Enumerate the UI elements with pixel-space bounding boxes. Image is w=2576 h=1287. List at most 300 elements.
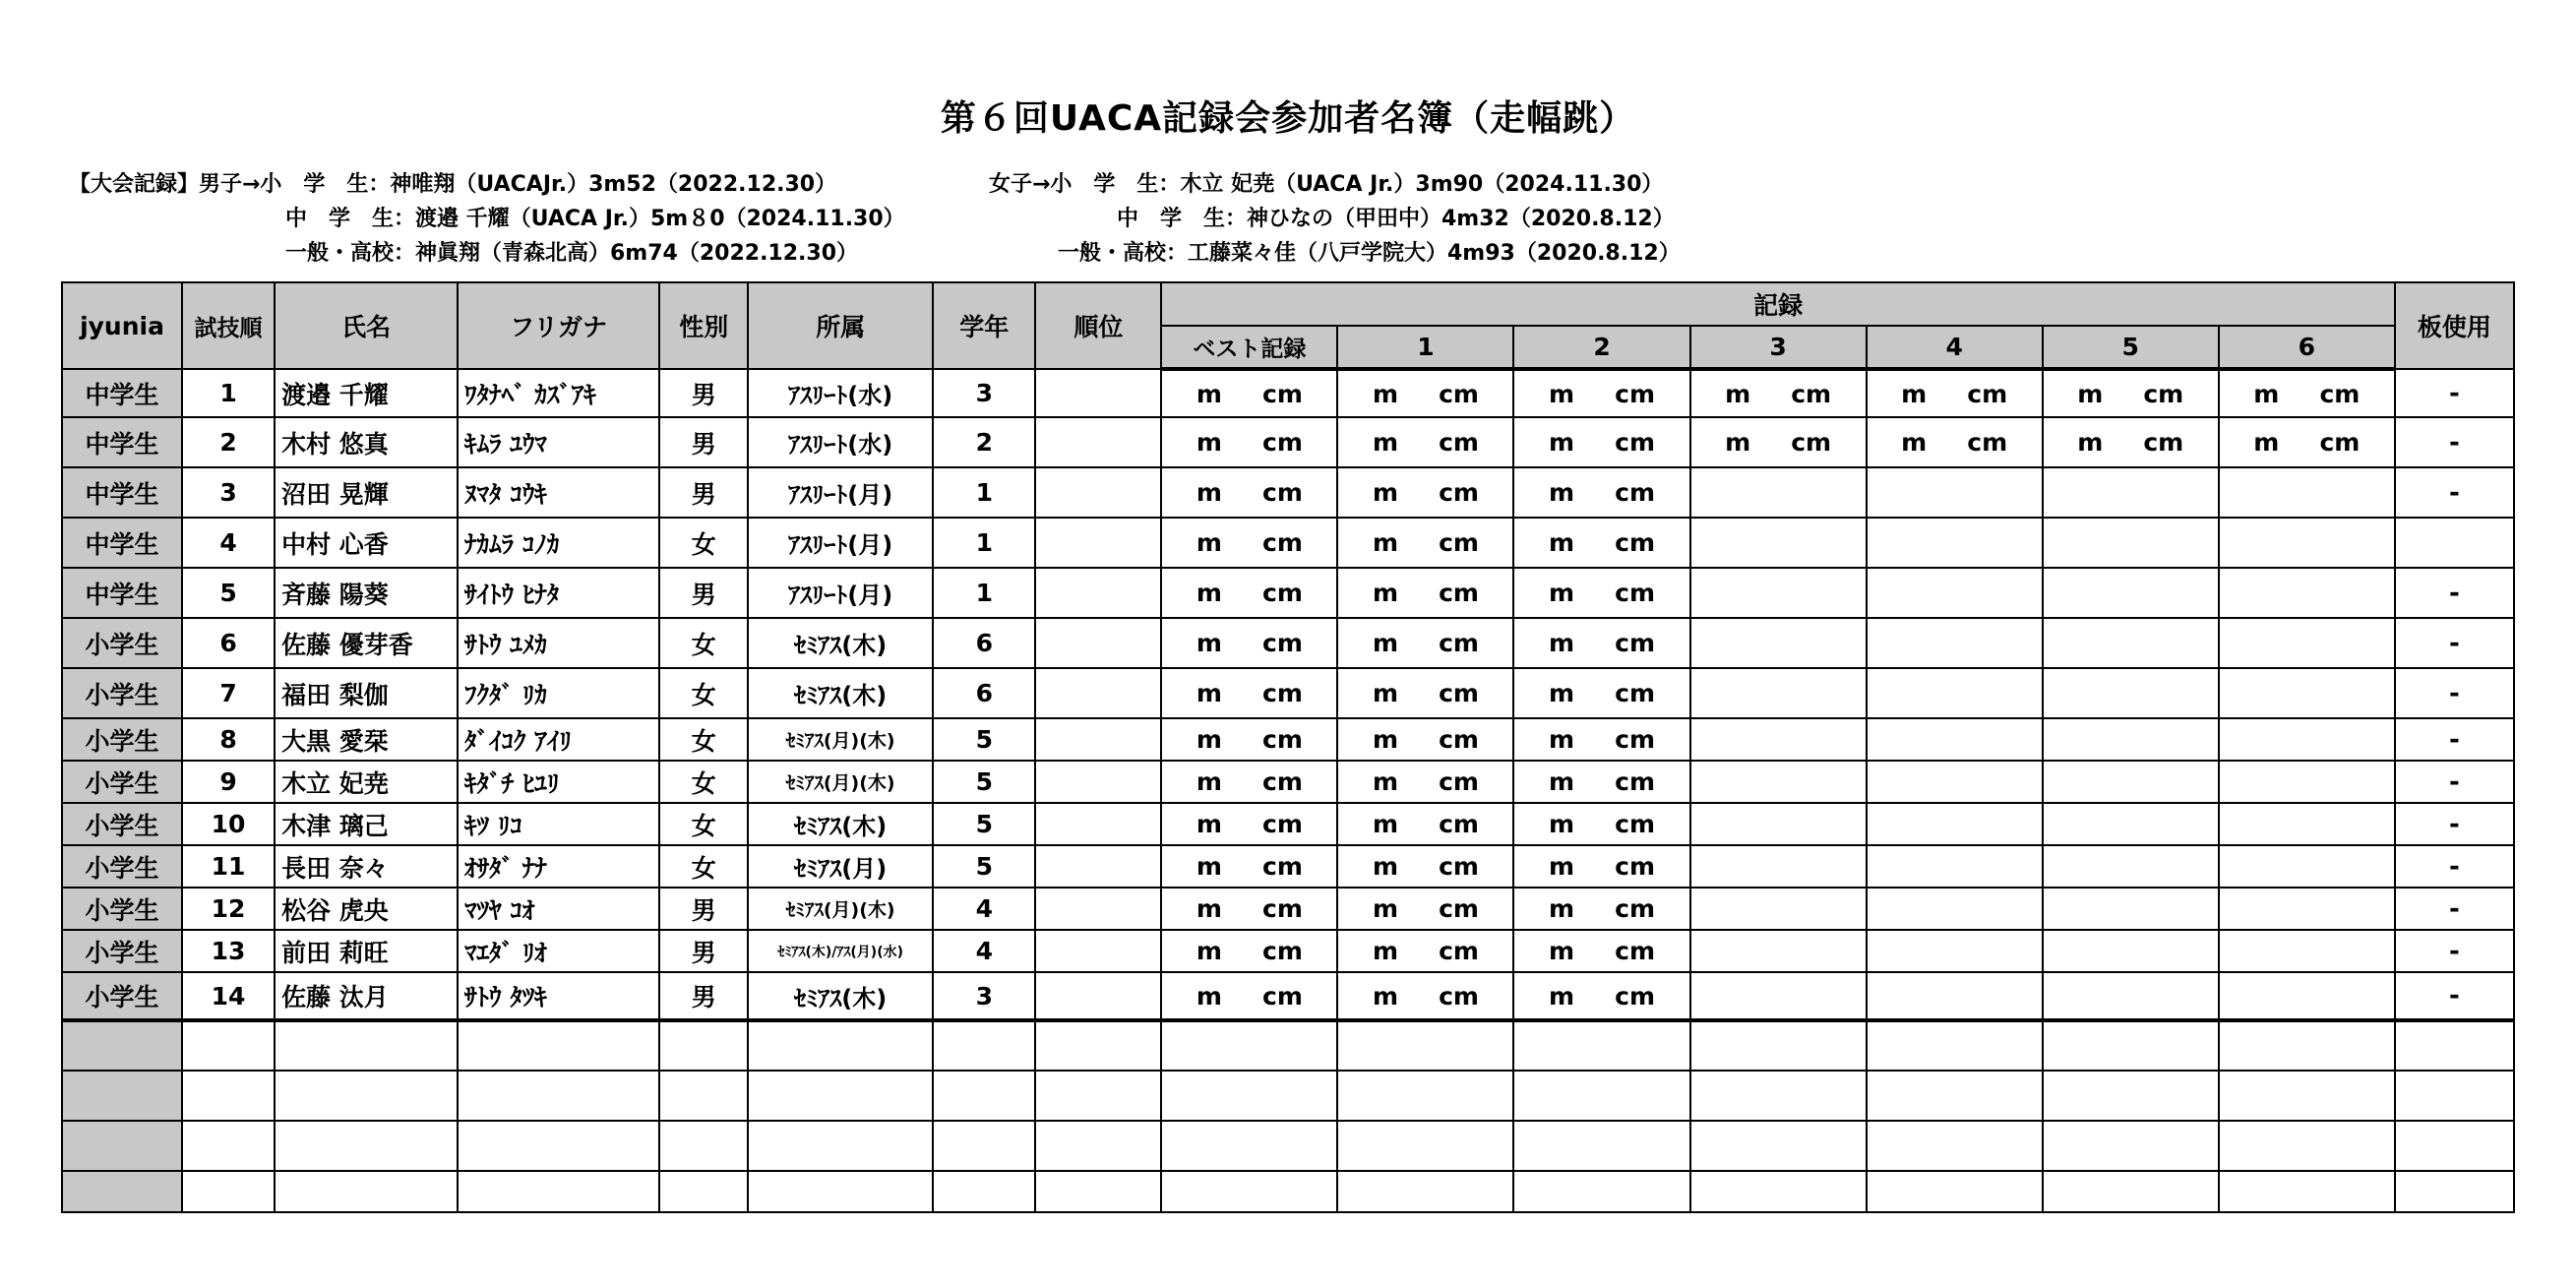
empty-cell (748, 1020, 933, 1071)
distance-units (1514, 767, 1688, 796)
trial-cell (1690, 518, 1867, 568)
empty-cell (1513, 1171, 1689, 1212)
board-cell (2395, 518, 2514, 568)
order-cell: 2 (182, 417, 275, 467)
distance-units (1338, 629, 1512, 657)
unit-cm: cm (1262, 478, 1303, 507)
unit-cm: cm (1262, 428, 1303, 457)
trial-cell (2219, 467, 2395, 518)
unit-cm: cm (1615, 528, 1656, 557)
grade-cell: 5 (933, 718, 1035, 761)
unit-m: m (1372, 725, 1399, 754)
trial-cell (1690, 668, 1867, 718)
trial-cell (1690, 761, 1867, 803)
best-record-cell (1161, 618, 1337, 668)
unit-m: m (1372, 679, 1399, 707)
empty-row (62, 1071, 2514, 1121)
rank-cell (1035, 718, 1161, 761)
unit-m: m (2077, 379, 2104, 408)
unit-cm: cm (1262, 810, 1303, 838)
empty-cell (933, 1071, 1035, 1121)
unit-cm: cm (1615, 937, 1656, 965)
header-kana: フリガナ (458, 282, 659, 369)
unit-m: m (1549, 478, 1575, 507)
trial-cell (2219, 972, 2395, 1020)
header-best: ベスト記録 (1161, 326, 1337, 369)
category-cell: 小学生 (62, 718, 182, 761)
empty-row (62, 1121, 2514, 1171)
distance-units (2220, 428, 2394, 457)
distance-units (1162, 894, 1336, 923)
header-category: jyunia (62, 282, 182, 369)
unit-cm: cm (1439, 981, 1479, 1011)
trial-cell (1513, 518, 1689, 568)
best-record-cell (1161, 369, 1337, 417)
unit-cm: cm (1439, 810, 1479, 838)
unit-m: m (1196, 981, 1222, 1011)
kana-cell: ﾌｸﾀﾞ ﾘｶ (458, 668, 659, 718)
unit-cm: cm (1439, 852, 1479, 881)
trial-cell (2219, 618, 2395, 668)
table-row (62, 718, 2514, 761)
trial-cell (1513, 803, 1689, 845)
distance-units (1514, 478, 1688, 507)
page-title: 第６回UACA記録会参加者名簿（走幅跳） (940, 98, 1636, 139)
unit-cm: cm (1615, 478, 1656, 507)
unit-cm: cm (1615, 981, 1656, 1011)
name-cell: 木立 妃尭 (275, 761, 458, 803)
distance-units (1162, 982, 1336, 1011)
empty-cell (1337, 1121, 1513, 1171)
unit-m: m (1196, 379, 1222, 408)
category-cell: 中学生 (62, 417, 182, 467)
affiliation-cell: ｱｽﾘｰﾄ(月) (748, 467, 933, 518)
trial-cell (1513, 845, 1689, 888)
best-record-cell (1161, 803, 1337, 845)
unit-cm: cm (1615, 767, 1656, 796)
trial-cell (1337, 761, 1513, 803)
unit-cm: cm (1262, 629, 1303, 657)
category-cell (62, 1071, 182, 1121)
trial-cell (2043, 417, 2219, 467)
category-cell: 中学生 (62, 467, 182, 518)
category-cell: 小学生 (62, 761, 182, 803)
empty-cell (1035, 1020, 1161, 1071)
unit-m: m (1372, 981, 1399, 1011)
table-row (62, 467, 2514, 518)
sex-cell: 男 (659, 568, 748, 618)
sex-cell: 男 (659, 930, 748, 972)
unit-cm: cm (1439, 528, 1479, 557)
empty-cell (275, 1020, 458, 1071)
rank-cell (1035, 618, 1161, 668)
empty-cell (1161, 1171, 1337, 1212)
affiliation-cell: ｱｽﾘｰﾄ(水) (748, 417, 933, 467)
unit-cm: cm (1439, 428, 1479, 457)
sex-cell: 男 (659, 417, 748, 467)
unit-cm: cm (1615, 629, 1656, 657)
trial-cell (2043, 568, 2219, 618)
best-record-cell (1161, 845, 1337, 888)
empty-cell (659, 1020, 748, 1071)
affiliation-cell: ｾﾐｱｽ(月)(木) (748, 761, 933, 803)
board-cell: - (2395, 668, 2514, 718)
sex-cell: 女 (659, 518, 748, 568)
unit-m: m (1725, 428, 1751, 457)
unit-m: m (1549, 725, 1575, 754)
table-row (62, 417, 2514, 467)
table-row (62, 518, 2514, 568)
trial-cell (2219, 369, 2395, 417)
order-cell: 8 (182, 718, 275, 761)
empty-cell (2043, 1121, 2219, 1171)
header-name: 氏名 (275, 282, 458, 369)
trial-cell (1690, 618, 1867, 668)
board-cell: - (2395, 417, 2514, 467)
trial-cell (1337, 417, 1513, 467)
empty-cell (458, 1071, 659, 1121)
sex-cell: 男 (659, 972, 748, 1020)
trial-cell (1337, 845, 1513, 888)
rank-cell (1035, 803, 1161, 845)
board-cell: - (2395, 618, 2514, 668)
unit-cm: cm (1615, 725, 1656, 754)
trial-cell (1867, 668, 2043, 718)
distance-units (1162, 810, 1336, 838)
category-cell: 中学生 (62, 369, 182, 417)
sex-cell: 女 (659, 718, 748, 761)
unit-m: m (1196, 629, 1222, 657)
board-cell: - (2395, 369, 2514, 417)
unit-m: m (1372, 579, 1399, 607)
unit-m: m (1549, 981, 1575, 1011)
kana-cell: ｻｲﾄｳ ﾋﾅﾀ (458, 568, 659, 618)
trial-cell (2043, 761, 2219, 803)
best-record-cell (1161, 761, 1337, 803)
unit-m: m (1549, 428, 1575, 457)
trial-cell (1337, 518, 1513, 568)
unit-m: m (1196, 767, 1222, 796)
unit-cm: cm (1262, 894, 1303, 923)
kana-cell: ﾅｶﾑﾗ ｺﾉｶ (458, 518, 659, 568)
distance-units (1691, 380, 1866, 408)
category-cell (62, 1171, 182, 1212)
unit-m: m (1196, 894, 1222, 923)
board-cell: - (2395, 467, 2514, 518)
table-row (62, 972, 2514, 1020)
distance-units (1162, 428, 1336, 457)
rank-cell (1035, 972, 1161, 1020)
trial-cell (1690, 972, 1867, 1020)
order-cell: 6 (182, 618, 275, 668)
trial-cell (2219, 417, 2395, 467)
unit-cm: cm (1262, 379, 1303, 408)
unit-cm: cm (1262, 528, 1303, 557)
empty-cell (182, 1071, 275, 1121)
trial-cell (1513, 668, 1689, 718)
trial-cell (1867, 972, 2043, 1020)
table-row (62, 845, 2514, 888)
unit-cm: cm (1262, 767, 1303, 796)
affiliation-cell: ｾﾐｱｽ(月) (748, 845, 933, 888)
kana-cell: ｻﾄｳ ﾀﾂｷ (458, 972, 659, 1020)
empty-cell (748, 1171, 933, 1212)
unit-m: m (1549, 852, 1575, 881)
unit-cm: cm (1439, 725, 1479, 754)
unit-m: m (1372, 528, 1399, 557)
best-record-cell (1161, 467, 1337, 518)
trial-cell (1867, 518, 2043, 568)
trial-cell (1867, 568, 2043, 618)
name-cell: 松谷 虎央 (275, 888, 458, 930)
empty-cell (1337, 1020, 1513, 1071)
order-cell: 9 (182, 761, 275, 803)
roster-table (61, 281, 2515, 1213)
empty-cell (2219, 1020, 2395, 1071)
trial-cell (2043, 668, 2219, 718)
trial-cell (2219, 803, 2395, 845)
category-cell: 小学生 (62, 845, 182, 888)
unit-m: m (2253, 379, 2280, 408)
unit-m: m (1549, 810, 1575, 838)
grade-cell: 1 (933, 568, 1035, 618)
distance-units (1338, 937, 1512, 965)
trial-cell (1513, 369, 1689, 417)
unit-cm: cm (1262, 852, 1303, 881)
distance-units (2220, 380, 2394, 408)
distance-units (1162, 852, 1336, 881)
board-cell: - (2395, 568, 2514, 618)
distance-units (1514, 810, 1688, 838)
empty-cell (659, 1071, 748, 1121)
distance-units (1338, 528, 1512, 557)
empty-cell (1161, 1071, 1337, 1121)
grade-cell: 5 (933, 761, 1035, 803)
grade-cell: 1 (933, 518, 1035, 568)
unit-m: m (1196, 428, 1222, 457)
trial-cell (1337, 930, 1513, 972)
unit-cm: cm (1791, 379, 1832, 408)
trial-cell (2043, 618, 2219, 668)
table-row (62, 761, 2514, 803)
header-trial-5: 5 (2043, 326, 2219, 369)
trial-cell (2043, 972, 2219, 1020)
trial-cell (1867, 467, 2043, 518)
empty-cell (1867, 1171, 2043, 1212)
name-cell: 中村 心香 (275, 518, 458, 568)
grade-cell: 3 (933, 369, 1035, 417)
grade-cell: 1 (933, 467, 1035, 518)
empty-cell (2395, 1071, 2514, 1121)
unit-m: m (1549, 528, 1575, 557)
trial-cell (1867, 803, 2043, 845)
unit-m: m (1196, 810, 1222, 838)
order-cell: 11 (182, 845, 275, 888)
order-cell: 4 (182, 518, 275, 568)
grade-cell: 2 (933, 417, 1035, 467)
header-sex: 性別 (659, 282, 748, 369)
grade-cell: 3 (933, 972, 1035, 1020)
unit-cm: cm (1439, 478, 1479, 507)
kana-cell: ﾀﾞｲｺｸ ｱｲﾘ (458, 718, 659, 761)
unit-cm: cm (1615, 579, 1656, 607)
trial-cell (2219, 568, 2395, 618)
distance-units (1514, 852, 1688, 881)
unit-cm: cm (1439, 629, 1479, 657)
trial-cell (1867, 718, 2043, 761)
unit-m: m (1901, 428, 1928, 457)
trial-cell (1867, 369, 2043, 417)
kana-cell: ｵｻﾀﾞ ﾅﾅ (458, 845, 659, 888)
empty-cell (458, 1121, 659, 1171)
unit-cm: cm (2319, 428, 2361, 457)
distance-units (1514, 937, 1688, 965)
unit-cm: cm (2143, 379, 2184, 408)
sex-cell: 女 (659, 618, 748, 668)
header-trial-1: 1 (1337, 326, 1513, 369)
header-rank: 順位 (1035, 282, 1161, 369)
distance-units (1338, 428, 1512, 457)
sex-cell: 女 (659, 761, 748, 803)
distance-units (1162, 528, 1336, 557)
record-girls-jhs: 中 学 生：神ひなの（甲田中）4m32（2020.8.12） (1117, 207, 1675, 231)
record-boys-es: 【大会記録】男子→小 学 生：神唯翔（UACAJr.）3m52（2022.12.30） (69, 172, 837, 197)
empty-cell (458, 1020, 659, 1071)
name-cell: 斉藤 陽葵 (275, 568, 458, 618)
empty-cell (1690, 1020, 1867, 1071)
unit-m: m (1549, 937, 1575, 965)
unit-m: m (1196, 852, 1222, 881)
trial-cell (2043, 718, 2219, 761)
trial-cell (2043, 518, 2219, 568)
grade-cell: 5 (933, 845, 1035, 888)
unit-cm: cm (1439, 894, 1479, 923)
name-cell: 大黒 愛栞 (275, 718, 458, 761)
empty-cell (1513, 1121, 1689, 1171)
trial-cell (1337, 803, 1513, 845)
trial-cell (1867, 845, 2043, 888)
trial-cell (1513, 930, 1689, 972)
distance-units (1514, 679, 1688, 707)
best-record-cell (1161, 568, 1337, 618)
name-cell: 木津 璃己 (275, 803, 458, 845)
empty-cell (1867, 1121, 2043, 1171)
category-cell: 中学生 (62, 518, 182, 568)
empty-cell (1161, 1121, 1337, 1171)
header-trial-6: 6 (2219, 326, 2395, 369)
distance-units (1162, 725, 1336, 754)
distance-units (1338, 982, 1512, 1011)
header-trial-2: 2 (1513, 326, 1689, 369)
empty-cell (2043, 1171, 2219, 1212)
unit-cm: cm (1439, 937, 1479, 965)
distance-units (1868, 428, 2042, 457)
best-record-cell (1161, 417, 1337, 467)
distance-units (1691, 428, 1866, 457)
board-cell: - (2395, 888, 2514, 930)
header-board: 板使用 (2395, 282, 2514, 369)
distance-units (1162, 767, 1336, 796)
distance-units (1162, 679, 1336, 707)
trial-cell (1513, 417, 1689, 467)
rank-cell (1035, 761, 1161, 803)
distance-units (1514, 380, 1688, 408)
empty-cell (1690, 1171, 1867, 1212)
table-row (62, 930, 2514, 972)
name-cell: 佐藤 汰月 (275, 972, 458, 1020)
trial-cell (2219, 718, 2395, 761)
unit-m: m (1196, 528, 1222, 557)
kana-cell: ｷﾑﾗ ﾕｳﾏ (458, 417, 659, 467)
empty-cell (933, 1121, 1035, 1171)
trial-cell (2043, 888, 2219, 930)
trial-cell (1337, 668, 1513, 718)
distance-units (1162, 380, 1336, 408)
unit-cm: cm (1615, 810, 1656, 838)
rank-cell (1035, 417, 1161, 467)
kana-cell: ﾇﾏﾀ ｺｳｷ (458, 467, 659, 518)
trial-cell (1513, 718, 1689, 761)
unit-cm: cm (1439, 767, 1479, 796)
distance-units (1868, 380, 2042, 408)
grade-cell: 5 (933, 803, 1035, 845)
empty-cell (2395, 1171, 2514, 1212)
trial-cell (1513, 972, 1689, 1020)
unit-m: m (1549, 679, 1575, 707)
unit-m: m (1372, 894, 1399, 923)
unit-cm: cm (1439, 379, 1479, 408)
grade-cell: 6 (933, 618, 1035, 668)
distance-units (1162, 579, 1336, 607)
trial-cell (1867, 618, 2043, 668)
empty-cell (1337, 1071, 1513, 1121)
trial-cell (2219, 668, 2395, 718)
rank-cell (1035, 518, 1161, 568)
unit-m: m (2077, 428, 2104, 457)
best-record-cell (1161, 972, 1337, 1020)
unit-m: m (1196, 478, 1222, 507)
unit-cm: cm (1615, 852, 1656, 881)
order-cell: 7 (182, 668, 275, 718)
unit-m: m (1196, 937, 1222, 965)
trial-cell (1337, 568, 1513, 618)
empty-cell (2043, 1071, 2219, 1121)
distance-units (1514, 725, 1688, 754)
empty-cell (1690, 1071, 1867, 1121)
unit-m: m (1372, 810, 1399, 838)
unit-cm: cm (1967, 428, 2008, 457)
board-cell: - (2395, 803, 2514, 845)
name-cell: 佐藤 優芽香 (275, 618, 458, 668)
order-cell: 1 (182, 369, 275, 417)
record-girls-general: 一般・高校：工藤菜々佳（八戸学院大）4m93（2020.8.12） (1058, 241, 1681, 266)
kana-cell: ﾏｴﾀﾞ ﾘｵ (458, 930, 659, 972)
empty-cell (1513, 1071, 1689, 1121)
distance-units (1514, 428, 1688, 457)
trial-cell (1690, 930, 1867, 972)
grade-cell: 4 (933, 888, 1035, 930)
empty-cell (275, 1171, 458, 1212)
trial-cell (1337, 718, 1513, 761)
unit-cm: cm (1791, 428, 1832, 457)
empty-cell (2219, 1071, 2395, 1121)
board-cell: - (2395, 845, 2514, 888)
best-record-cell (1161, 930, 1337, 972)
distance-units (1338, 478, 1512, 507)
distance-units (1514, 528, 1688, 557)
affiliation-cell: ｾﾐｱｽ(木) (748, 972, 933, 1020)
empty-cell (182, 1121, 275, 1171)
